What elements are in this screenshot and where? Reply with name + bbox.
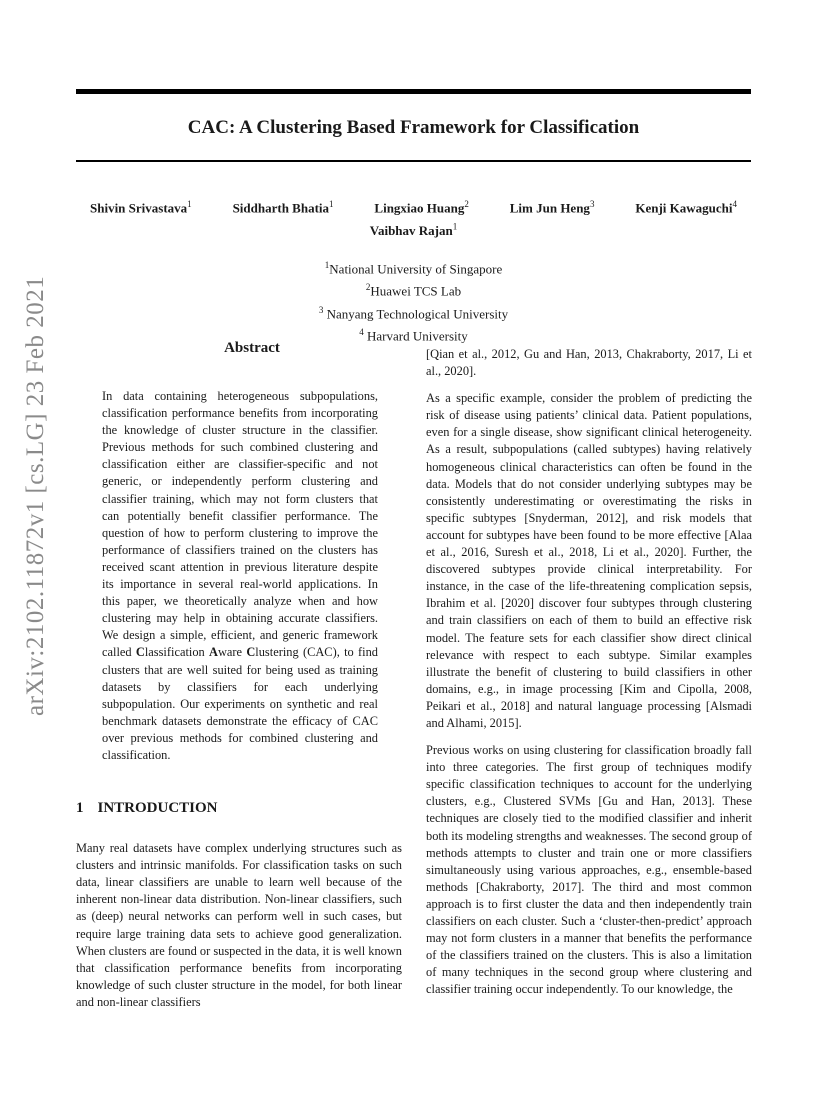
title-bottom-rule [76, 160, 751, 162]
left-column [76, 340, 402, 1011]
author: Vaibhav Rajan$^1$ [369, 222, 458, 239]
title-top-rule [76, 89, 751, 94]
author: Lingxiao Huang$^2$ [374, 199, 469, 216]
affiliation: $^3$ Nanyang Technological University [318, 304, 509, 321]
paper-title: CAC: A Clustering Based Framework for Classification [187, 117, 640, 138]
right-column [426, 346, 752, 998]
affiliation: $^4$ Harvard University [359, 326, 468, 344]
author: Lim Jun Heng$^3$ [509, 199, 595, 216]
affiliations [76, 256, 751, 345]
affiliation: $^2$Huawei TCS Lab [365, 282, 462, 299]
author: Siddharth Bhatia$^1$ [232, 199, 334, 216]
section-heading-introduction: 1 INTRODUCTION [76, 800, 218, 817]
abstract-heading: Abstract [224, 340, 280, 356]
authors-row-1 [76, 199, 751, 216]
author: Kenji Kawaguchi$^4$ [635, 199, 737, 216]
affiliation: $^1$National University of Singapore [324, 260, 503, 277]
arxiv-side-label: arXiv:2102.11872v1 [cs.LG] 23 Feb 2021 [22, 275, 49, 717]
paragraph-continued: [Qian et al., 2012, Gu and Han, 2013, Chakraborty, 2017, Li et al., 2020]. [426, 347, 752, 379]
paragraph-prior-work: Previous works on using clustering for classification broadly fall into three categories. The first group of techniques modify specific classification techniques to account for the underlying clusters, e.g., Clustered SVMs [Gu and Han, 2013]. These techniques are closely tied to the modified classifier and inherit both its modeling strengths and weaknesses. The second group of methods attempts to cluster and train one or more classifiers simultaneously using various approaches, e.g., ensemble-based methods [Chakraborty, 2017]. The third and most common approach is to first cluster the data and then independently train classifiers on each cluster. Such a ‘cluster-then-predict’ approach may not form clusters in a manner that benefits the performance of the classifiers trained on the clusters. This is also a limitation of many techniques in the second group where clustering and classifier training occur independently. To our knowledge, the [426, 743, 752, 997]
author: Shivin Srivastava$^1$ [90, 199, 192, 216]
abstract-text: In data containing heterogeneous subpopulations, classification performance benefits from incorporating the knowledge of cluster structure in the classifier. Previous methods for such combined clustering and classification either are classifier-specific and not generic, or independently perform clustering and classifier training, which may not form clusters that can potentially benefit classifier performance. The question of how to perform clustering to improve the performance of classifiers trained on the clusters has received scant attention in previous literature despite its importance in several real-world applications. In this paper, we theoretically analyze when and how clustering may help in obtaining accurate classifiers. We design a simple, efficient, and generic framework called Classification Aware Clustering (CAC), to find clusters that are well suited for being used as training datasets by classifiers for each underlying subpopulation. Our experiments on synthetic and real benchmark datasets demonstrate the efficacy of CAC over previous methods for combined clustering and classification. [102, 389, 378, 762]
authors-row-2 [76, 222, 751, 239]
paragraph-example: As a specific example, consider the problem of predicting the risk of disease using patients’ clinical data. Patient populations, even for a single disease, show significant clinical heterogeneity. As a result, subpopulations (called subtypes) having relatively homogeneous clinical characteristics can often be found in the data. Models that do not consider underlying subtypes may be consistently underestimating or overestimating the risks in specific subtypes [Snyderman, 2012], and risk models that account for subtypes have been found to be more effective [Alaa et al., 2016, Suresh et al., 2018, Li et al., 2020]. Further, the discovered subtypes provide clinical interpretability. For instance, in the case of the life-threatening complication sepsis, Ibrahim et al. [2020] discover four subtypes through clustering and train classifiers on each of them to build an effective risk model. The feature sets for each classifier show direct clinical relevance with respect to each subtype. Similar examples illustrate the benefit of clustering to build classifiers in other domains, e.g., in image processing [Kim and Cipolla, 2008, Peikari et al., 2018] and natural language processing [Alsmadi and Alhami, 2015]. [426, 391, 752, 730]
intro-paragraph: Many real datasets have complex underlying structures such as clusters and intrinsic manifolds. For classification tasks on such data, linear classifiers are unable to learn well because of the inherent non-linear data distribution. Non-linear classifiers, such as (deep) neural networks can perform well in such cases, but require large training data sets to achieve good generalization. When clusters are found or suspected in the data, it is well known that classification performance benefits from incorporating knowledge of such cluster structure in the model, for both linear and non-linear classifiers [76, 841, 402, 1009]
